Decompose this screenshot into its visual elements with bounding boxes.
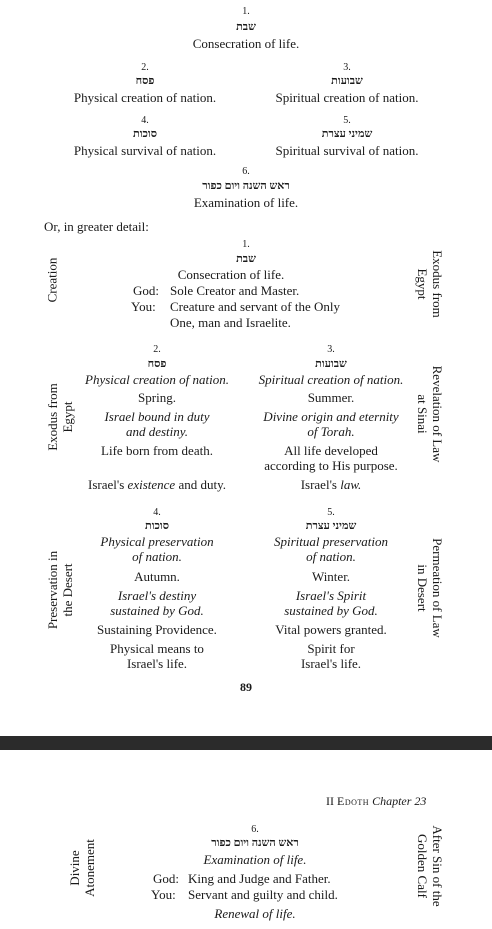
summary-hebrew-5: שמיני עצרת (321, 128, 373, 140)
side-label-golden-calf-2: Golden Calf (415, 834, 430, 898)
detail-5-line1a: Spiritual preservation (274, 534, 388, 549)
detail-4-line1a: Physical preservation (100, 534, 214, 549)
detail-1-god-text: Sole Creator and Master. (170, 283, 300, 298)
detail-4-line4: Sustaining Providence. (97, 622, 217, 637)
side-label-divine: Divine (67, 850, 82, 886)
side-label-golden-calf (415, 825, 445, 906)
summary-num-4: 4. (141, 115, 149, 126)
detail-2-line5c: and duty. (178, 477, 226, 492)
detail-2-line1: Physical creation of nation. (85, 372, 229, 387)
summary-hebrew-6: ראש השנה ויום כפור (202, 180, 290, 192)
side-label-after-sin: After Sin of the (430, 825, 445, 907)
detail-2-line5 (88, 477, 226, 492)
detail-1-you-text: Creature and servant of the Only (170, 299, 341, 314)
detail-5-line1b: of nation. (306, 549, 356, 564)
summary-text-4: Physical survival of nation. (73, 143, 217, 158)
page2-god-label: God: (153, 871, 179, 886)
detail-5-line5a: Spirit for (307, 641, 355, 656)
detail-num-5: 5. (327, 507, 335, 518)
detail-2-line3a: Israel bound in duty (104, 409, 210, 424)
detail-1-you-text2: One, man and Israelite. (170, 315, 291, 330)
side-label-preservation-2: the Desert (60, 563, 75, 617)
detail-5-line2: Winter. (311, 569, 351, 584)
summary-hebrew-2: פסח (135, 75, 155, 87)
detail-3-line5 (301, 477, 362, 492)
detail-5-line5b: Israel's life. (300, 656, 362, 671)
detail-3-line4b: according to His purpose. (264, 458, 398, 473)
side-label-revelation (415, 366, 445, 463)
side-label-permeation (415, 538, 445, 638)
summary-text-6: Examination of life. (193, 195, 299, 210)
side-label-permeation-2: in Desert (415, 564, 430, 612)
side-label-revelation-1: Revelation of Law (430, 365, 445, 463)
summary-text-2: Physical creation of nation. (73, 90, 217, 105)
detail-1-you-label: You: (131, 299, 156, 314)
summary-text-3: Spiritual creation of nation. (275, 90, 419, 105)
running-head-num: II (326, 794, 334, 808)
detail-2-line3b: and destiny. (125, 424, 189, 439)
detail-3-line5a: Israel's (300, 477, 337, 492)
detail-num-2: 2. (153, 344, 161, 355)
page-divider (0, 736, 492, 750)
detail-3-line3b: of Torah. (307, 424, 355, 439)
page-number: 89 (240, 680, 252, 694)
detail-5-line4: Vital powers granted. (275, 622, 387, 637)
detail-4-line3a: Israel's destiny (117, 588, 197, 603)
summary-num-6: 6. (242, 166, 250, 177)
detail-hebrew-3: שבועות (315, 358, 347, 370)
detail-3-line2: Summer. (307, 390, 355, 405)
detail-5-line3b: sustained by God. (284, 603, 378, 618)
detail-3-line3a: Divine origin and eternity (263, 409, 399, 424)
summary-num-1: 1. (242, 6, 250, 17)
detail-4-line1b: of nation. (132, 549, 182, 564)
detail-num-4: 4. (153, 507, 161, 518)
detail-2-line2: Spring. (138, 390, 176, 405)
detail-2-line5a: Israel's (88, 477, 125, 492)
running-head-title: Edoth (337, 794, 370, 808)
running-head-chapter: Chapter 23 (372, 794, 427, 808)
side-label-exodus-top-1: Exodus from (430, 250, 445, 318)
detail-3-line4a: All life developed (284, 443, 378, 458)
side-label-creation: Creation (44, 257, 60, 303)
summary-hebrew-4: סוכות (133, 128, 157, 140)
detail-hebrew-1: שבת (236, 253, 256, 265)
detail-4-line3b: sustained by God. (110, 603, 204, 618)
page2-you-label: You: (151, 887, 176, 902)
page2-num-6: 6. (251, 824, 259, 835)
summary-hebrew-3: שבועות (331, 75, 363, 87)
page2-god-text: King and Judge and Father. (188, 871, 331, 886)
side-label-divine-atonement (67, 839, 97, 897)
detail-1-god-label: God: (133, 283, 159, 298)
side-label-revelation-2: at Sinai (415, 394, 430, 434)
side-label-exodus-mid-2: Egypt (60, 401, 75, 433)
detail-num-1: 1. (242, 239, 250, 250)
detail-intro: Or, in greater detail: (44, 219, 149, 234)
summary-num-2: 2. (141, 62, 149, 73)
detail-3-line5b: law. (340, 477, 362, 492)
detail-2-line5b: existence (127, 477, 176, 492)
detail-hebrew-2: פסח (147, 358, 167, 370)
side-label-exodus-mid (45, 383, 75, 451)
detail-5-line3a: Israel's Spirit (295, 588, 367, 603)
side-label-atonement: Atonement (82, 839, 97, 897)
page2-you-text: Servant and guilty and child. (188, 887, 338, 902)
detail-3-line1: Spiritual creation of nation. (258, 372, 404, 387)
side-label-permeation-1: Permeation of Law (430, 538, 445, 638)
detail-num-3: 3. (327, 344, 335, 355)
page2-hebrew-6: ראש השנה ויום כפור (211, 837, 299, 849)
detail-4-line2: Autumn. (134, 569, 180, 584)
summary-text-1: Consecration of life. (192, 36, 300, 51)
detail-2-line4: Life born from death. (101, 443, 213, 458)
detail-4-line5b: Israel's life. (126, 656, 188, 671)
summary-hebrew-1: שבת (236, 21, 256, 33)
summary-num-5: 5. (343, 115, 351, 126)
side-label-exodus-top-2: Egypt (415, 268, 430, 300)
side-label-exodus-mid-1: Exodus from (45, 383, 60, 451)
side-label-preservation-1: Preservation in (45, 550, 60, 630)
summary-num-3: 3. (343, 62, 351, 73)
detail-1-line1: Consecration of life. (177, 267, 285, 282)
page2-line-last: Renewal of life. (214, 906, 296, 921)
detail-hebrew-4: סוכות (145, 520, 169, 532)
side-label-preservation (45, 551, 75, 629)
detail-4-line5a: Physical means to (110, 641, 204, 656)
side-label-exodus-top (415, 250, 445, 318)
page2-line1: Examination of life. (203, 852, 307, 867)
detail-hebrew-5: שמיני עצרת (305, 520, 357, 532)
summary-text-5: Spiritual survival of nation. (275, 143, 419, 158)
running-head (326, 794, 426, 809)
